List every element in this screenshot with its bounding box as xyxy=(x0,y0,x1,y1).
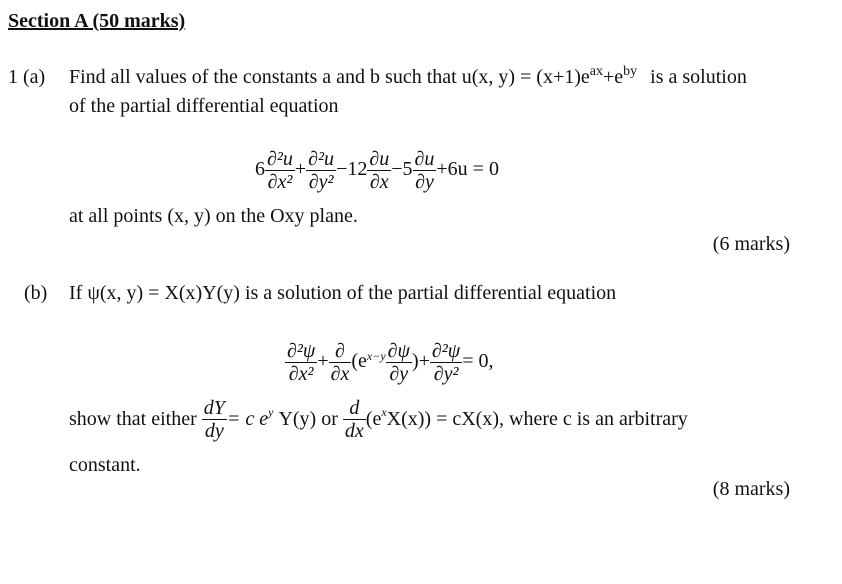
eq-numerator: dY xyxy=(203,397,225,419)
eq-denominator: ∂x² xyxy=(267,171,293,193)
q1a-statement-line3: at all points (x, y) on the Oxy plane. xyxy=(69,205,358,227)
eq-numerator: ∂²u xyxy=(267,148,293,170)
eq-paren-close: )+ xyxy=(411,350,430,373)
eq-coef: 6 xyxy=(255,158,265,181)
eq-denominator: ∂x xyxy=(369,171,389,193)
eq-numerator: d xyxy=(343,397,366,420)
eq-operator: + xyxy=(294,158,307,181)
eq-fraction xyxy=(413,148,437,193)
eq-fraction xyxy=(386,340,412,385)
eq-numerator: ∂u xyxy=(414,148,435,170)
eq-coef: −5 xyxy=(391,158,413,181)
q1b-statement-line1: If ψ(x, y) = X(x)Y(y) is a solution of the partial differential equation xyxy=(69,282,617,304)
question-number-1a: 1 (a) xyxy=(8,66,46,88)
q1a-marks: (6 marks) xyxy=(712,233,790,255)
eq-denominator: dy xyxy=(204,420,224,442)
q1a-exponent-ax: ax xyxy=(589,64,603,79)
q1a-statement-line1 xyxy=(69,66,747,89)
eq-coef: −12 xyxy=(336,158,368,181)
q1b-show-line xyxy=(69,397,688,442)
q1b-tail2: X(x)) = cX(x), where c is an arbitrary xyxy=(386,408,688,430)
eq-rest: = 0, xyxy=(462,350,494,373)
eq-denominator: ∂x xyxy=(330,363,350,385)
q1b-mid1: = c e xyxy=(226,408,269,430)
eq-numerator: ∂²ψ xyxy=(287,340,316,362)
eq-fraction xyxy=(430,340,462,385)
eq-fraction xyxy=(202,397,227,442)
q1b-tail-exponent: x xyxy=(381,405,387,419)
eq-fraction xyxy=(343,397,366,442)
q1a-statement-line2: of the partial differential equation xyxy=(69,95,339,117)
q1a-line1-text: Find all values of the constants a and b such that u(x, y) = (x+1)e xyxy=(69,66,590,88)
eq-paren-open: (e xyxy=(351,350,367,373)
eq-fraction xyxy=(367,148,391,193)
eq-denominator: ∂y² xyxy=(308,171,334,193)
eq-denominator: ∂x² xyxy=(288,363,314,385)
q1b-equation xyxy=(285,340,494,385)
eq-fraction xyxy=(265,148,295,193)
q1b-last-line: constant. xyxy=(69,454,141,476)
eq-rest: +6u = 0 xyxy=(436,158,499,181)
q1b-mid1-exponent: y xyxy=(268,405,274,419)
eq-numerator: ∂²u xyxy=(308,148,335,170)
eq-numerator: ∂ xyxy=(329,340,352,363)
eq-fraction xyxy=(306,148,336,193)
q1b-mid2: Y(y) or xyxy=(278,408,338,430)
q1b-show-prefix: show that either xyxy=(69,408,197,430)
eq-denominator: ∂y² xyxy=(433,363,459,385)
q1a-equation xyxy=(255,148,499,193)
eq-operator: + xyxy=(317,350,329,373)
q1a-exponent-by: by xyxy=(623,64,638,79)
q1a-line1-mid: +e xyxy=(603,66,624,88)
eq-denominator: ∂y xyxy=(389,363,409,385)
question-number-1b: (b) xyxy=(24,282,48,304)
eq-fraction xyxy=(329,340,352,385)
section-heading: Section A (50 marks) xyxy=(8,10,186,32)
eq-numerator: ∂ψ xyxy=(387,340,410,362)
eq-exponent: x−y xyxy=(366,349,386,364)
q1a-line1-tail: is a solution xyxy=(650,66,747,88)
eq-numerator: ∂²ψ xyxy=(431,340,461,362)
eq-numerator: ∂u xyxy=(369,148,390,170)
eq-denominator: dx xyxy=(344,420,364,442)
eq-denominator: ∂y xyxy=(415,171,434,193)
q1b-marks: (8 marks) xyxy=(712,478,790,500)
q1b-tail: (e xyxy=(365,408,382,430)
eq-fraction xyxy=(285,340,317,385)
